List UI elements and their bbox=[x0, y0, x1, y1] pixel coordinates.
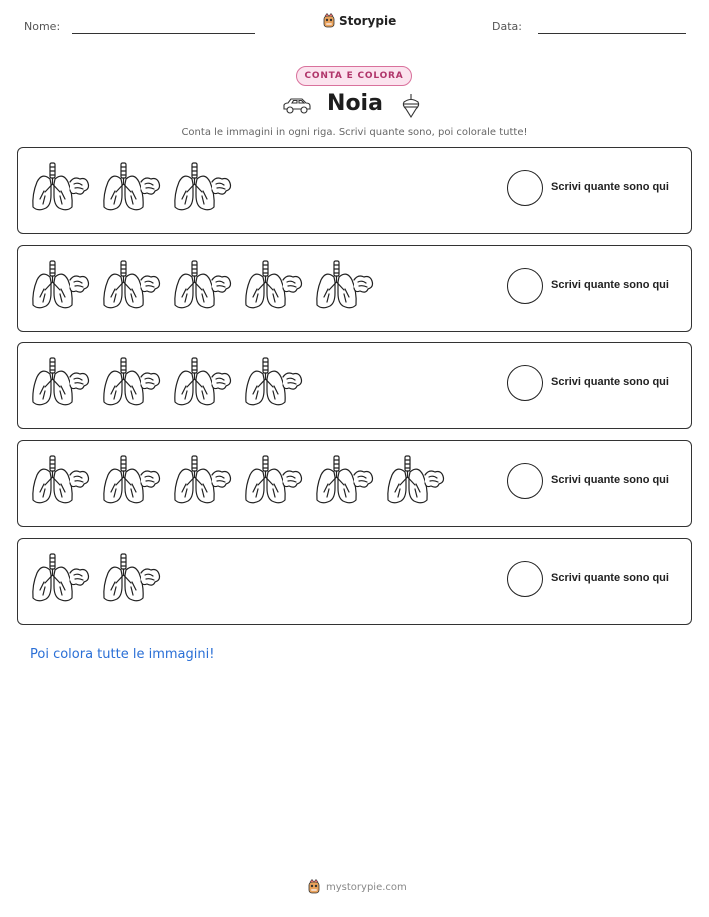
lungs-icon bbox=[243, 357, 303, 409]
lungs-icon bbox=[314, 260, 374, 312]
site-url: mystorypie.com bbox=[326, 881, 407, 893]
counting-row-3 bbox=[17, 342, 692, 429]
counting-row-1 bbox=[17, 147, 692, 234]
lungs-icon bbox=[385, 455, 445, 507]
color-instruction: Poi colora tutte le immagini! bbox=[30, 647, 215, 662]
lungs-icon bbox=[101, 455, 161, 507]
answer-circle[interactable] bbox=[507, 268, 543, 304]
lungs-icon bbox=[172, 455, 232, 507]
activity-badge: CONTA E COLORA bbox=[296, 66, 412, 86]
answer-circle[interactable] bbox=[507, 561, 543, 597]
brand-logo bbox=[322, 13, 396, 29]
row-icons bbox=[30, 162, 232, 214]
answer-prompt: Scrivi quante sono qui bbox=[551, 572, 669, 584]
page-title: Noia bbox=[327, 91, 383, 116]
lungs-icon bbox=[243, 260, 303, 312]
name-label: Nome: bbox=[24, 20, 61, 33]
date-label: Data: bbox=[492, 20, 522, 33]
spinning-top-icon bbox=[400, 93, 422, 119]
lungs-icon bbox=[30, 553, 90, 605]
lungs-icon bbox=[172, 357, 232, 409]
row-icons bbox=[30, 455, 445, 507]
lungs-icon bbox=[30, 260, 90, 312]
answer-circle[interactable] bbox=[507, 463, 543, 499]
instructions: Conta le immagini in ogni riga. Scrivi quante sono, poi colorale tutte! bbox=[181, 127, 528, 138]
storypie-mascot-icon bbox=[307, 879, 321, 895]
lungs-icon bbox=[243, 455, 303, 507]
storypie-mascot-icon bbox=[322, 13, 336, 29]
answer-prompt: Scrivi quante sono qui bbox=[551, 376, 669, 388]
answer-prompt: Scrivi quante sono qui bbox=[551, 279, 669, 291]
answer-circle[interactable] bbox=[507, 170, 543, 206]
row-icons bbox=[30, 357, 303, 409]
answer-prompt: Scrivi quante sono qui bbox=[551, 181, 669, 193]
answer-prompt: Scrivi quante sono qui bbox=[551, 474, 669, 486]
counting-row-4 bbox=[17, 440, 692, 527]
brand-name: Storypie bbox=[339, 14, 397, 28]
name-line[interactable] bbox=[72, 33, 255, 34]
lungs-icon bbox=[314, 455, 374, 507]
counting-row-2 bbox=[17, 245, 692, 332]
lungs-icon bbox=[101, 357, 161, 409]
lungs-icon bbox=[172, 260, 232, 312]
lungs-icon bbox=[30, 162, 90, 214]
row-icons bbox=[30, 260, 374, 312]
lungs-icon bbox=[30, 357, 90, 409]
lungs-icon bbox=[172, 162, 232, 214]
lungs-icon bbox=[101, 162, 161, 214]
answer-circle[interactable] bbox=[507, 365, 543, 401]
site-footer bbox=[307, 879, 407, 895]
lungs-icon bbox=[101, 260, 161, 312]
counting-row-5 bbox=[17, 538, 692, 625]
row-icons bbox=[30, 553, 161, 605]
lungs-icon bbox=[30, 455, 90, 507]
date-line[interactable] bbox=[538, 33, 686, 34]
lungs-icon bbox=[101, 553, 161, 605]
